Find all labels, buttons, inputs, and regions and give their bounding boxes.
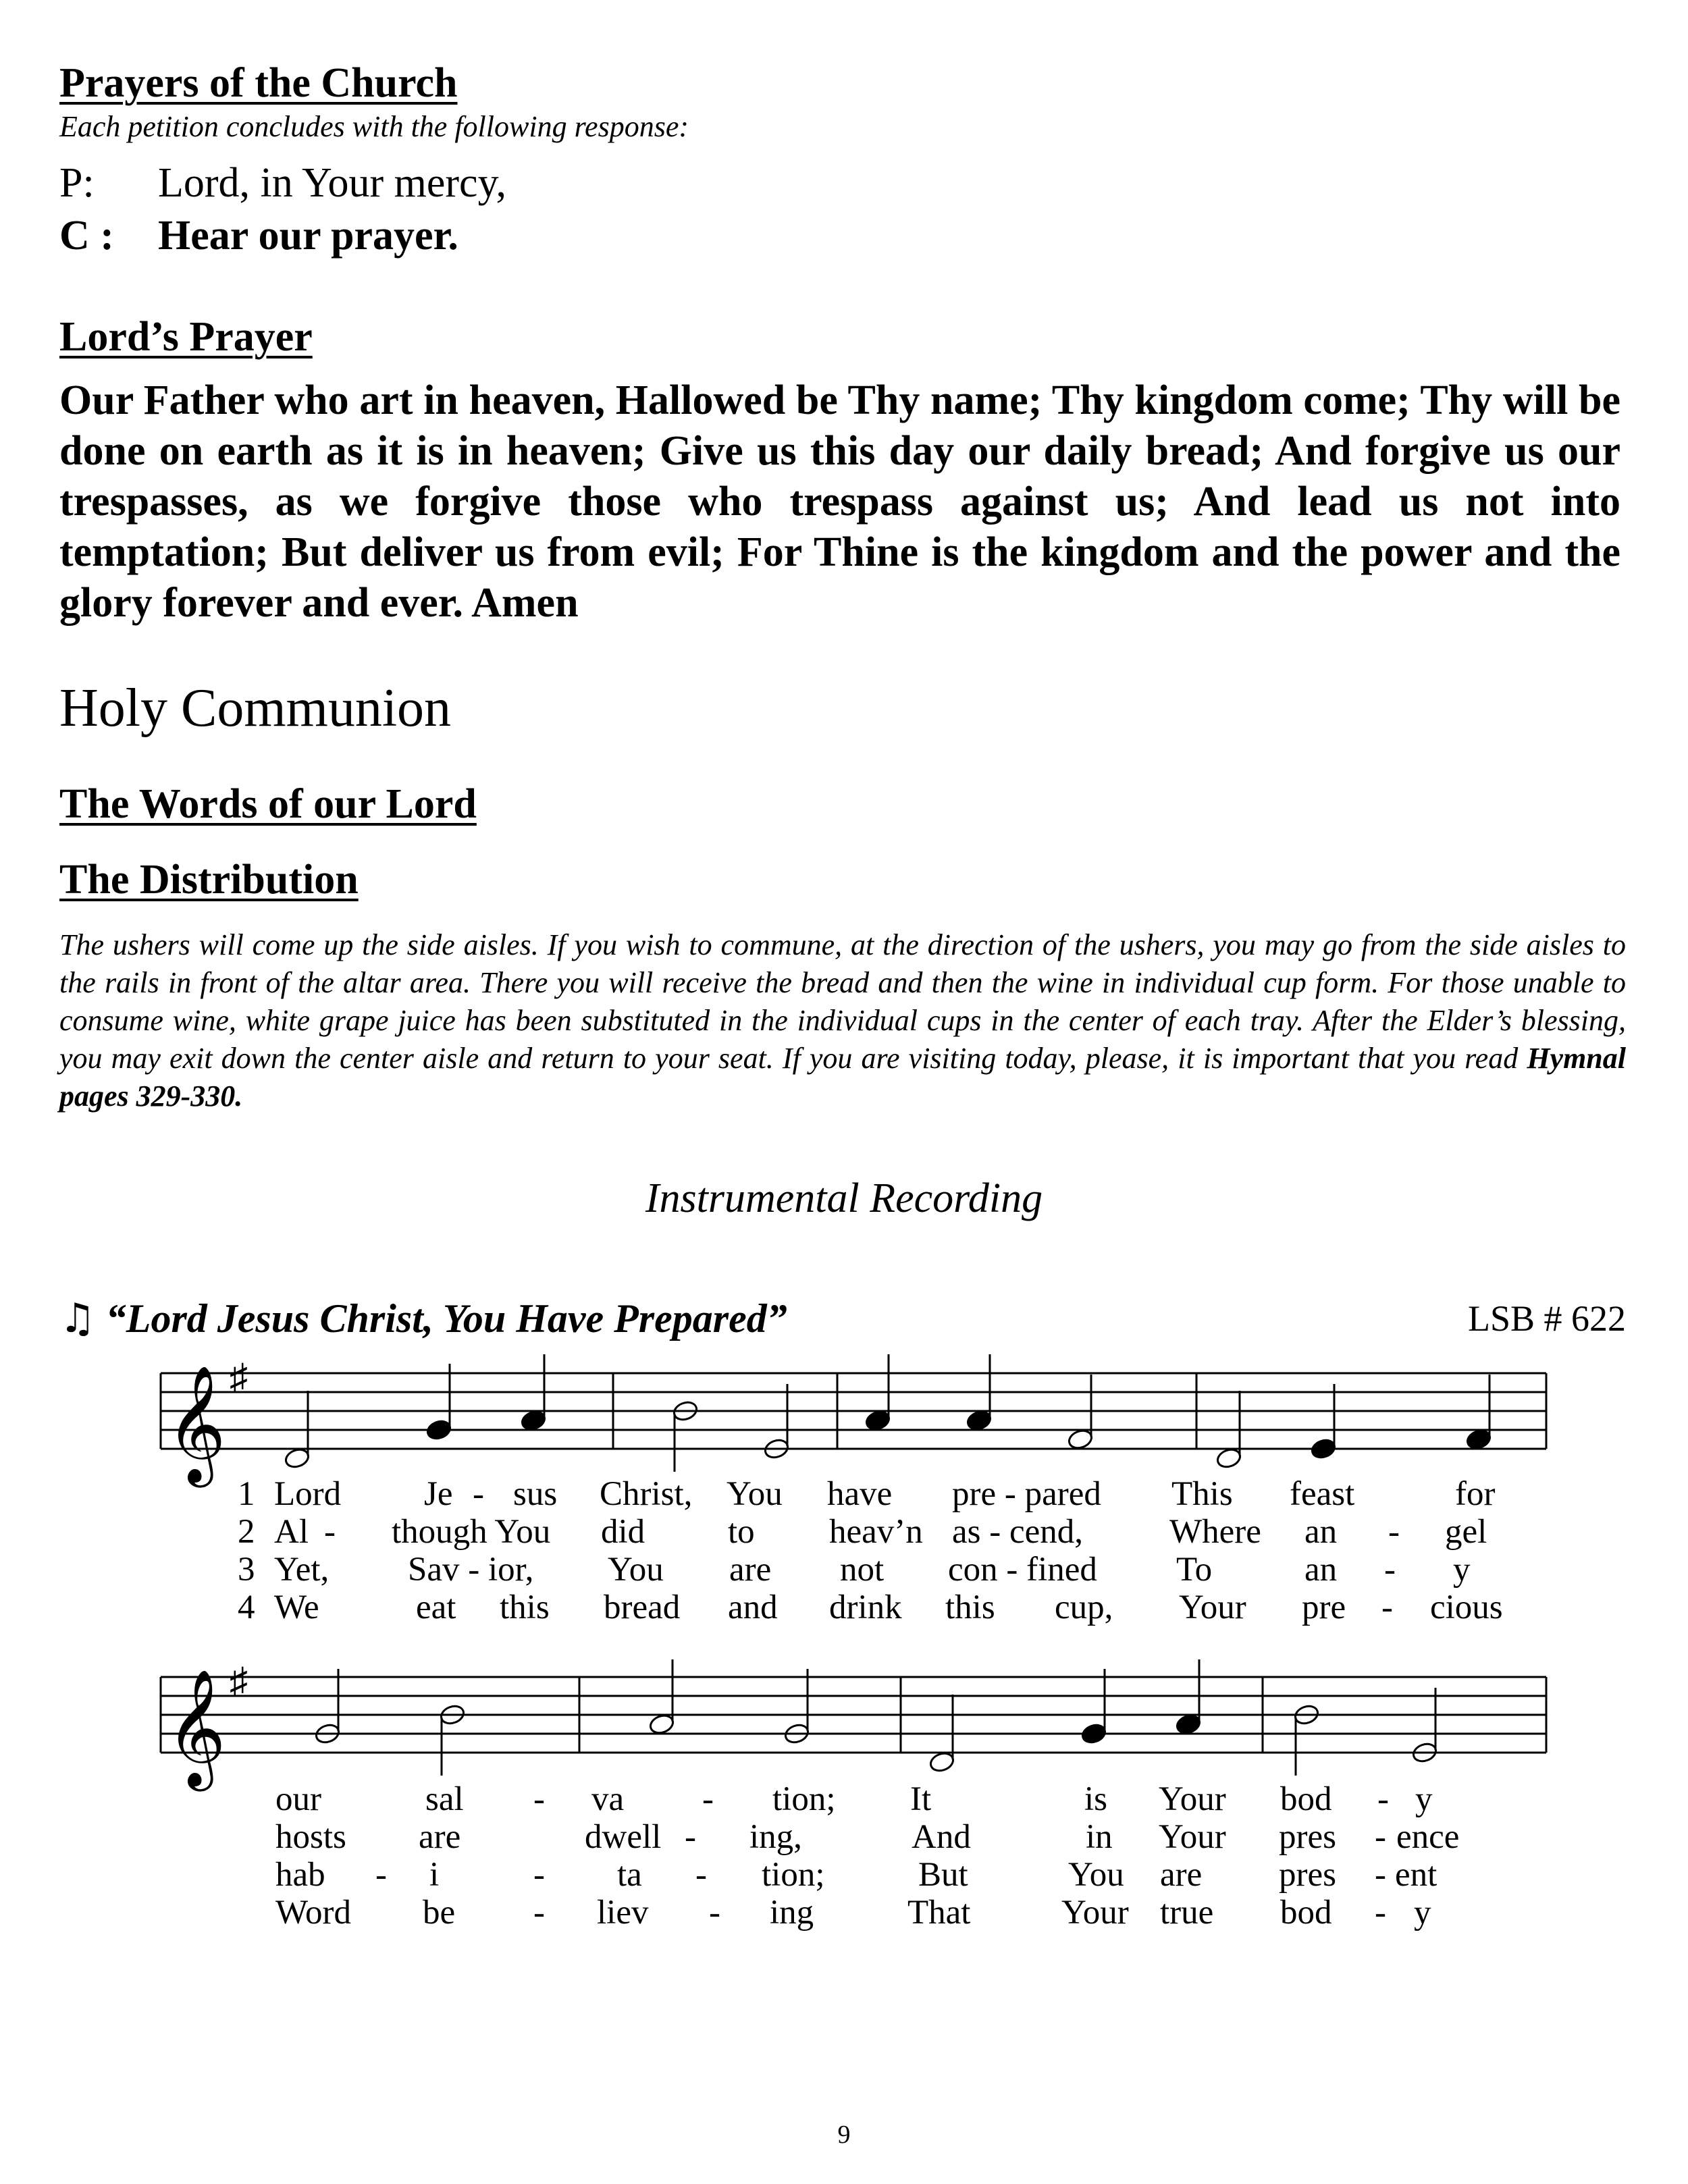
words-of-our-lord-heading: The Words of our Lord (59, 781, 477, 827)
prayers-instruction: Each petition concludes with the following response: (59, 110, 689, 143)
treble-clef-icon-2 (166, 1671, 226, 1792)
lyric-system1-verse-1-syllable: 1 (238, 1475, 255, 1513)
staff-system-2 (161, 1677, 1546, 1753)
lyric-system2-verse-1-syllable: sal (425, 1780, 464, 1818)
lyric-system1-verse-2-syllable: - (1388, 1513, 1400, 1551)
key-signature-sharp-1 (230, 1357, 248, 1397)
lyric-system2-verse-3-syllable: - (375, 1856, 387, 1894)
lords-prayer-text: Our Father who art in heaven, Hallowed be Thy name; Thy kingdom come; Thy will be done on earth as it is in heaven; Give us this day our daily bread; And forgive us our trespasses, as we forgive those who trespass against us; And lead us not into temptation; But deliver us from evil; For Thine is the kingdom and the power and the glory forever and ever. Amen (59, 377, 1620, 626)
congregation-label: C : (59, 213, 114, 259)
lyric-system2-verse-1-syllable: is (1084, 1780, 1108, 1818)
lyric-system2-verse-2-syllable: pres (1279, 1818, 1336, 1856)
lyric-system2-verse-2-syllable: ence (1396, 1818, 1460, 1856)
svg-text:♯: ♯ (230, 1661, 248, 1701)
hymn-number: LSB # 622 (1467, 1298, 1626, 1339)
lyric-system2-verse-4-syllable: ing (770, 1894, 814, 1932)
distribution-heading: The Distribution (59, 857, 359, 903)
distribution-body: The ushers will come up the side aisles. If you wish to commune, at the direction of the ushers, you may go from the side aisles to the rails in front of the altar area. There you will receive the bread and then the wine in individual cup form. For those unable to consume wine, white grape juice has been substituted in the individual cups in the center of each tray. After the Elder’s blessing, you may exit down the center aisle and return to your seat. If you are visiting today, please, it is important that you read (59, 928, 1626, 1075)
lyric-system2-verse-4-syllable: y (1414, 1894, 1431, 1932)
congregation-text: Hear our prayer. (158, 213, 458, 259)
lyric-system2-verse-1-syllable: our (275, 1780, 321, 1818)
lyric-system1-verse-2-syllable: gel (1445, 1513, 1487, 1551)
notes-system-1 (284, 1354, 1492, 1472)
pastor-text: Lord, in Your mercy, (158, 160, 507, 206)
lyric-system1-verse-4-syllable: drink (829, 1589, 902, 1626)
lyric-system2-verse-4-syllable: true (1160, 1894, 1214, 1932)
lyric-system1-verse-2-syllable: an (1304, 1513, 1338, 1551)
lords-prayer-heading: Lord’s Prayer (59, 314, 313, 360)
lyric-system2-verse-4-syllable: Your (1061, 1894, 1129, 1932)
lyric-system2-verse-2-syllable: - (1375, 1818, 1386, 1856)
lyric-system1-verse-2-syllable: though You (392, 1513, 551, 1551)
lyric-system1-verse-4-syllable: this (500, 1589, 550, 1626)
lyric-system1-verse-3-syllable: 3 (238, 1551, 255, 1589)
prayers-heading: Prayers of the Church (59, 60, 458, 106)
lyric-system1-verse-2-syllable: - (324, 1513, 336, 1551)
lyric-system2-verse-3-syllable: - (1375, 1856, 1386, 1894)
lyric-system2-verse-3-syllable: But (918, 1856, 968, 1894)
lyric-system1-verse-2-syllable: Where (1169, 1513, 1261, 1551)
lyric-system1-verse-3-syllable: an (1304, 1551, 1338, 1589)
lyric-system1-verse-2-syllable: Al (274, 1513, 309, 1551)
lyric-system1-verse-1-syllable: feast (1290, 1475, 1355, 1513)
lyric-system2-verse-3-syllable: ent (1395, 1856, 1438, 1894)
lyric-system1-verse-1-syllable: for (1455, 1475, 1496, 1513)
lyric-system1-verse-4-syllable: Your (1179, 1589, 1246, 1626)
lyric-system2-verse-4-syllable: - (533, 1894, 545, 1932)
music-note-icon: ♫ (59, 1295, 96, 1342)
lyric-system1-verse-4-syllable: 4 (238, 1589, 255, 1626)
lyric-system1-verse-4-syllable: - (1381, 1589, 1393, 1626)
lyric-system1-verse-4-syllable: this (945, 1589, 995, 1626)
hymn-title: “Lord Jesus Christ, You Have Prepared” (105, 1296, 787, 1341)
pastor-label: P: (59, 160, 95, 206)
lyric-system2-verse-1-syllable: - (533, 1780, 545, 1818)
svg-text:𝄞: 𝄞 (166, 1368, 226, 1481)
lyric-system1-verse-1-syllable: This (1171, 1475, 1233, 1513)
lyric-system2-verse-3-syllable: - (695, 1856, 707, 1894)
lyric-system1-verse-4-syllable: bread (604, 1589, 681, 1626)
lyric-system1-verse-3-syllable: con - fined (948, 1551, 1097, 1589)
lyric-system2-verse-3-syllable: are (1160, 1856, 1203, 1894)
lyric-system2-verse-3-syllable: i (429, 1856, 440, 1894)
lyric-system1-verse-2-syllable: 2 (238, 1513, 255, 1551)
lyric-system1-verse-3-syllable: You (608, 1551, 664, 1589)
holy-communion-title: Holy Communion (59, 678, 452, 738)
lyric-system1-verse-3-syllable: To (1176, 1551, 1213, 1589)
svg-text:𝄞: 𝄞 (166, 1672, 226, 1784)
lyric-system2-verse-4-syllable: be (423, 1894, 456, 1932)
key-signature-sharp-2 (230, 1661, 248, 1701)
lyric-system1-verse-1-syllable: Christ, (600, 1475, 693, 1513)
lyric-system2-verse-1-syllable: y (1415, 1780, 1433, 1818)
lyric-system2-verse-1-syllable: - (702, 1780, 714, 1818)
lyric-system2-verse-2-syllable: And (912, 1818, 971, 1856)
lyric-system1-verse-3-syllable: Sav - ior, (408, 1551, 534, 1589)
lyric-system2-verse-1-syllable: It (910, 1780, 932, 1818)
lyric-system1-verse-4-syllable: eat (416, 1589, 456, 1626)
lyric-system2-verse-2-syllable: - (685, 1818, 696, 1856)
svg-text:♯: ♯ (230, 1357, 248, 1397)
hymnal-pages-reference: Hymnal pages 329-330. (59, 1042, 1626, 1113)
lyric-system2-verse-3-syllable: tion; (762, 1856, 825, 1894)
lyric-system1-verse-4-syllable: and (728, 1589, 778, 1626)
lyric-system2-verse-4-syllable: - (709, 1894, 720, 1932)
lyric-system2-verse-2-syllable: Your (1159, 1818, 1226, 1856)
lyric-system2-verse-2-syllable: hosts (275, 1818, 346, 1856)
instrumental-recording: Instrumental Recording (645, 1175, 1043, 1221)
page-number: 9 (837, 2121, 851, 2149)
lyric-system2-verse-2-syllable: are (419, 1818, 461, 1856)
lyric-system2-verse-4-syllable: Word (275, 1894, 352, 1932)
lyric-system1-verse-3-syllable: not (840, 1551, 885, 1589)
lyric-system2-verse-1-syllable: - (1377, 1780, 1389, 1818)
lyric-system1-verse-3-syllable: are (729, 1551, 772, 1589)
lyric-system1-verse-4-syllable: cious (1430, 1589, 1503, 1626)
lyric-system2-verse-1-syllable: Your (1159, 1780, 1226, 1818)
lyric-system2-verse-4-syllable: liev (597, 1894, 649, 1932)
lyric-system2-verse-1-syllable: bod (1280, 1780, 1332, 1818)
lyric-system1-verse-3-syllable: y (1453, 1551, 1471, 1589)
lyric-system2-verse-2-syllable: dwell (585, 1818, 662, 1856)
lyric-system1-verse-1-syllable: Je (424, 1475, 453, 1513)
lyric-system1-verse-2-syllable: heav’n (829, 1513, 923, 1551)
lyric-system1-verse-2-syllable: to (728, 1513, 755, 1551)
lyric-system2-verse-4-syllable: bod (1280, 1894, 1332, 1932)
lyric-system2-verse-1-syllable: tion; (772, 1780, 836, 1818)
lyric-system1-verse-4-syllable: cup, (1055, 1589, 1113, 1626)
lyric-system1-verse-1-syllable: pre - pared (952, 1475, 1101, 1513)
lyric-system2-verse-3-syllable: pres (1279, 1856, 1336, 1894)
lyric-system1-verse-3-syllable: Yet, (274, 1551, 329, 1589)
lyric-system1-verse-1-syllable: - (473, 1475, 484, 1513)
lyric-system2-verse-1-syllable: va (591, 1780, 625, 1818)
lyric-system1-verse-3-syllable: - (1384, 1551, 1396, 1589)
lyric-system1-verse-1-syllable: You (727, 1475, 783, 1513)
lyric-system1-verse-2-syllable: did (601, 1513, 645, 1551)
lyric-system1-verse-1-syllable: Lord (274, 1475, 342, 1513)
lyric-system1-verse-1-syllable: have (827, 1475, 893, 1513)
lyric-system1-verse-1-syllable: sus (513, 1475, 558, 1513)
lyric-system2-verse-3-syllable: ta (617, 1856, 642, 1894)
staff-system-1 (161, 1373, 1546, 1449)
lyric-system1-verse-4-syllable: We (274, 1589, 319, 1626)
lyric-system2-verse-2-syllable: ing, (749, 1818, 802, 1856)
lyric-system2-verse-3-syllable: You (1068, 1856, 1124, 1894)
lyric-system1-verse-4-syllable: pre (1302, 1589, 1346, 1626)
lyric-system1-verse-2-syllable: as - cend, (952, 1513, 1083, 1551)
lyric-system2-verse-4-syllable: - (1375, 1894, 1386, 1932)
lyric-system2-verse-3-syllable: hab (275, 1856, 325, 1894)
lyric-system2-verse-4-syllable: That (907, 1894, 971, 1932)
lyric-system2-verse-3-syllable: - (533, 1856, 545, 1894)
treble-clef-icon-1 (166, 1367, 226, 1488)
lyric-system2-verse-2-syllable: in (1086, 1818, 1113, 1856)
